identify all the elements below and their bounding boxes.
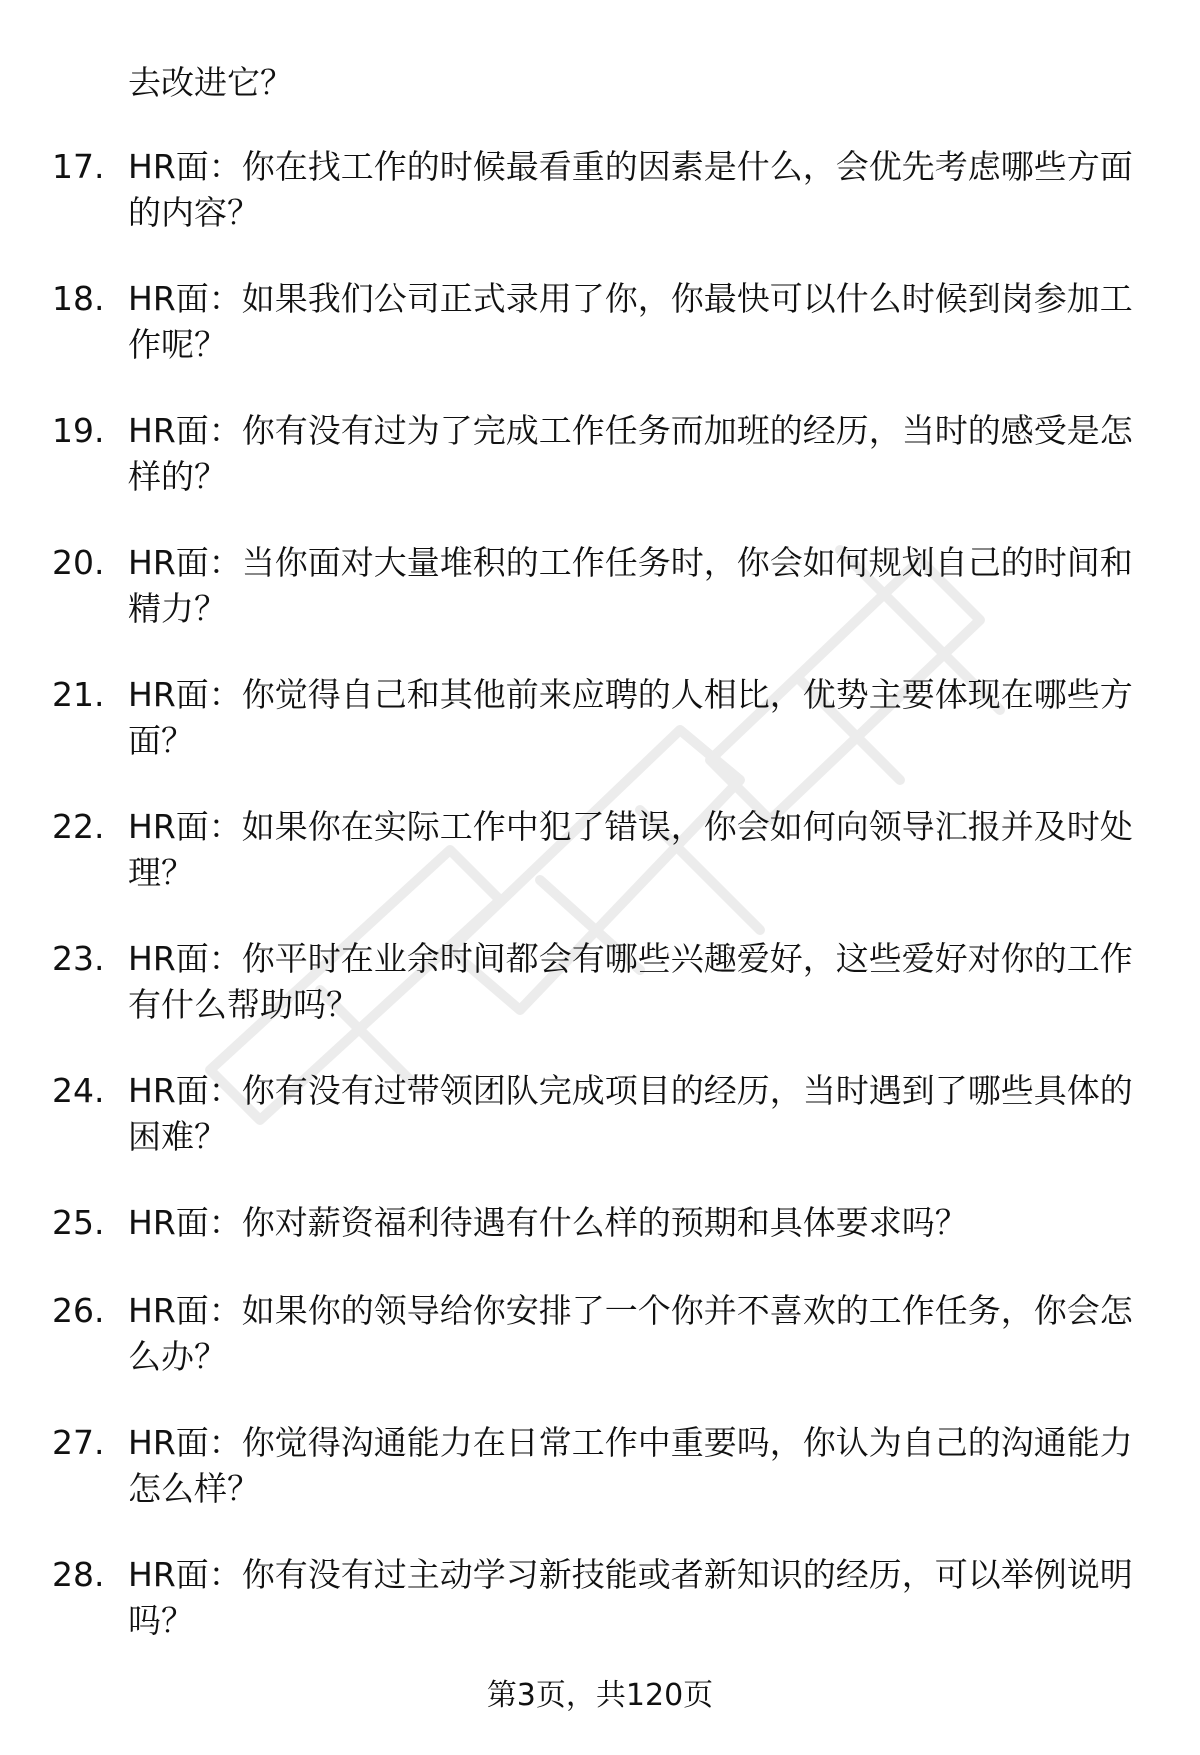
list-item bbox=[0, 936, 1200, 1068]
question-text: HR面：你有没有过为了完成工作任务而加班的经历，当时的感受是怎样的？ bbox=[128, 411, 1133, 496]
list-item bbox=[0, 1552, 1200, 1684]
list-item bbox=[0, 1420, 1200, 1552]
question-text: HR面：你在找工作的时候最看重的因素是什么，会优先考虑哪些方面的内容？ bbox=[128, 147, 1133, 232]
question-number: 19. bbox=[52, 411, 105, 450]
list-item bbox=[0, 144, 1200, 276]
question-number: 22. bbox=[52, 807, 105, 846]
question-number: 27. bbox=[52, 1423, 105, 1462]
question-text: HR面：你有没有过主动学习新技能或者新知识的经历，可以举例说明吗？ bbox=[128, 1555, 1133, 1640]
question-text: HR面：当你面对大量堆积的工作任务时，你会如何规划自己的时间和精力？ bbox=[128, 543, 1133, 628]
question-list bbox=[0, 144, 1200, 1684]
question-number: 24. bbox=[52, 1071, 105, 1110]
question-text: HR面：如果你在实际工作中犯了错误，你会如何向领导汇报并及时处理？ bbox=[128, 807, 1133, 892]
question-text: HR面：你觉得自己和其他前来应聘的人相比，优势主要体现在哪些方面？ bbox=[128, 675, 1133, 760]
question-text: HR面：你平时在业余时间都会有哪些兴趣爱好，这些爱好对你的工作有什么帮助吗？ bbox=[128, 939, 1133, 1024]
list-item bbox=[0, 1068, 1200, 1200]
question-text: HR面：你有没有过带领团队完成项目的经历，当时遇到了哪些具体的困难？ bbox=[128, 1071, 1133, 1156]
question-number: 20. bbox=[52, 543, 105, 582]
list-item bbox=[0, 408, 1200, 540]
list-item bbox=[0, 672, 1200, 804]
question-number: 17. bbox=[52, 147, 105, 186]
continued-question-text: 去改进它？ bbox=[128, 63, 293, 102]
question-text: HR面：如果我们公司正式录用了你，你最快可以什么时候到岗参加工作呢？ bbox=[128, 279, 1133, 364]
list-item bbox=[0, 1200, 1200, 1288]
list-item bbox=[0, 276, 1200, 408]
question-number: 25. bbox=[52, 1203, 105, 1242]
question-number: 26. bbox=[52, 1291, 105, 1330]
question-number: 23. bbox=[52, 939, 105, 978]
list-item bbox=[0, 540, 1200, 672]
question-text: HR面：如果你的领导给你安排了一个你并不喜欢的工作任务，你会怎么办？ bbox=[128, 1291, 1133, 1376]
question-text: HR面：你对薪资福利待遇有什么样的预期和具体要求吗？ bbox=[128, 1203, 968, 1242]
question-text: HR面：你觉得沟通能力在日常工作中重要吗，你认为自己的沟通能力怎么样？ bbox=[128, 1423, 1133, 1508]
question-number: 28. bbox=[52, 1555, 105, 1594]
question-number: 21. bbox=[52, 675, 105, 714]
list-item bbox=[0, 804, 1200, 936]
list-item bbox=[0, 1288, 1200, 1420]
question-number: 18. bbox=[52, 279, 105, 318]
page-footer: 第3页，共120页 bbox=[486, 1678, 714, 1713]
